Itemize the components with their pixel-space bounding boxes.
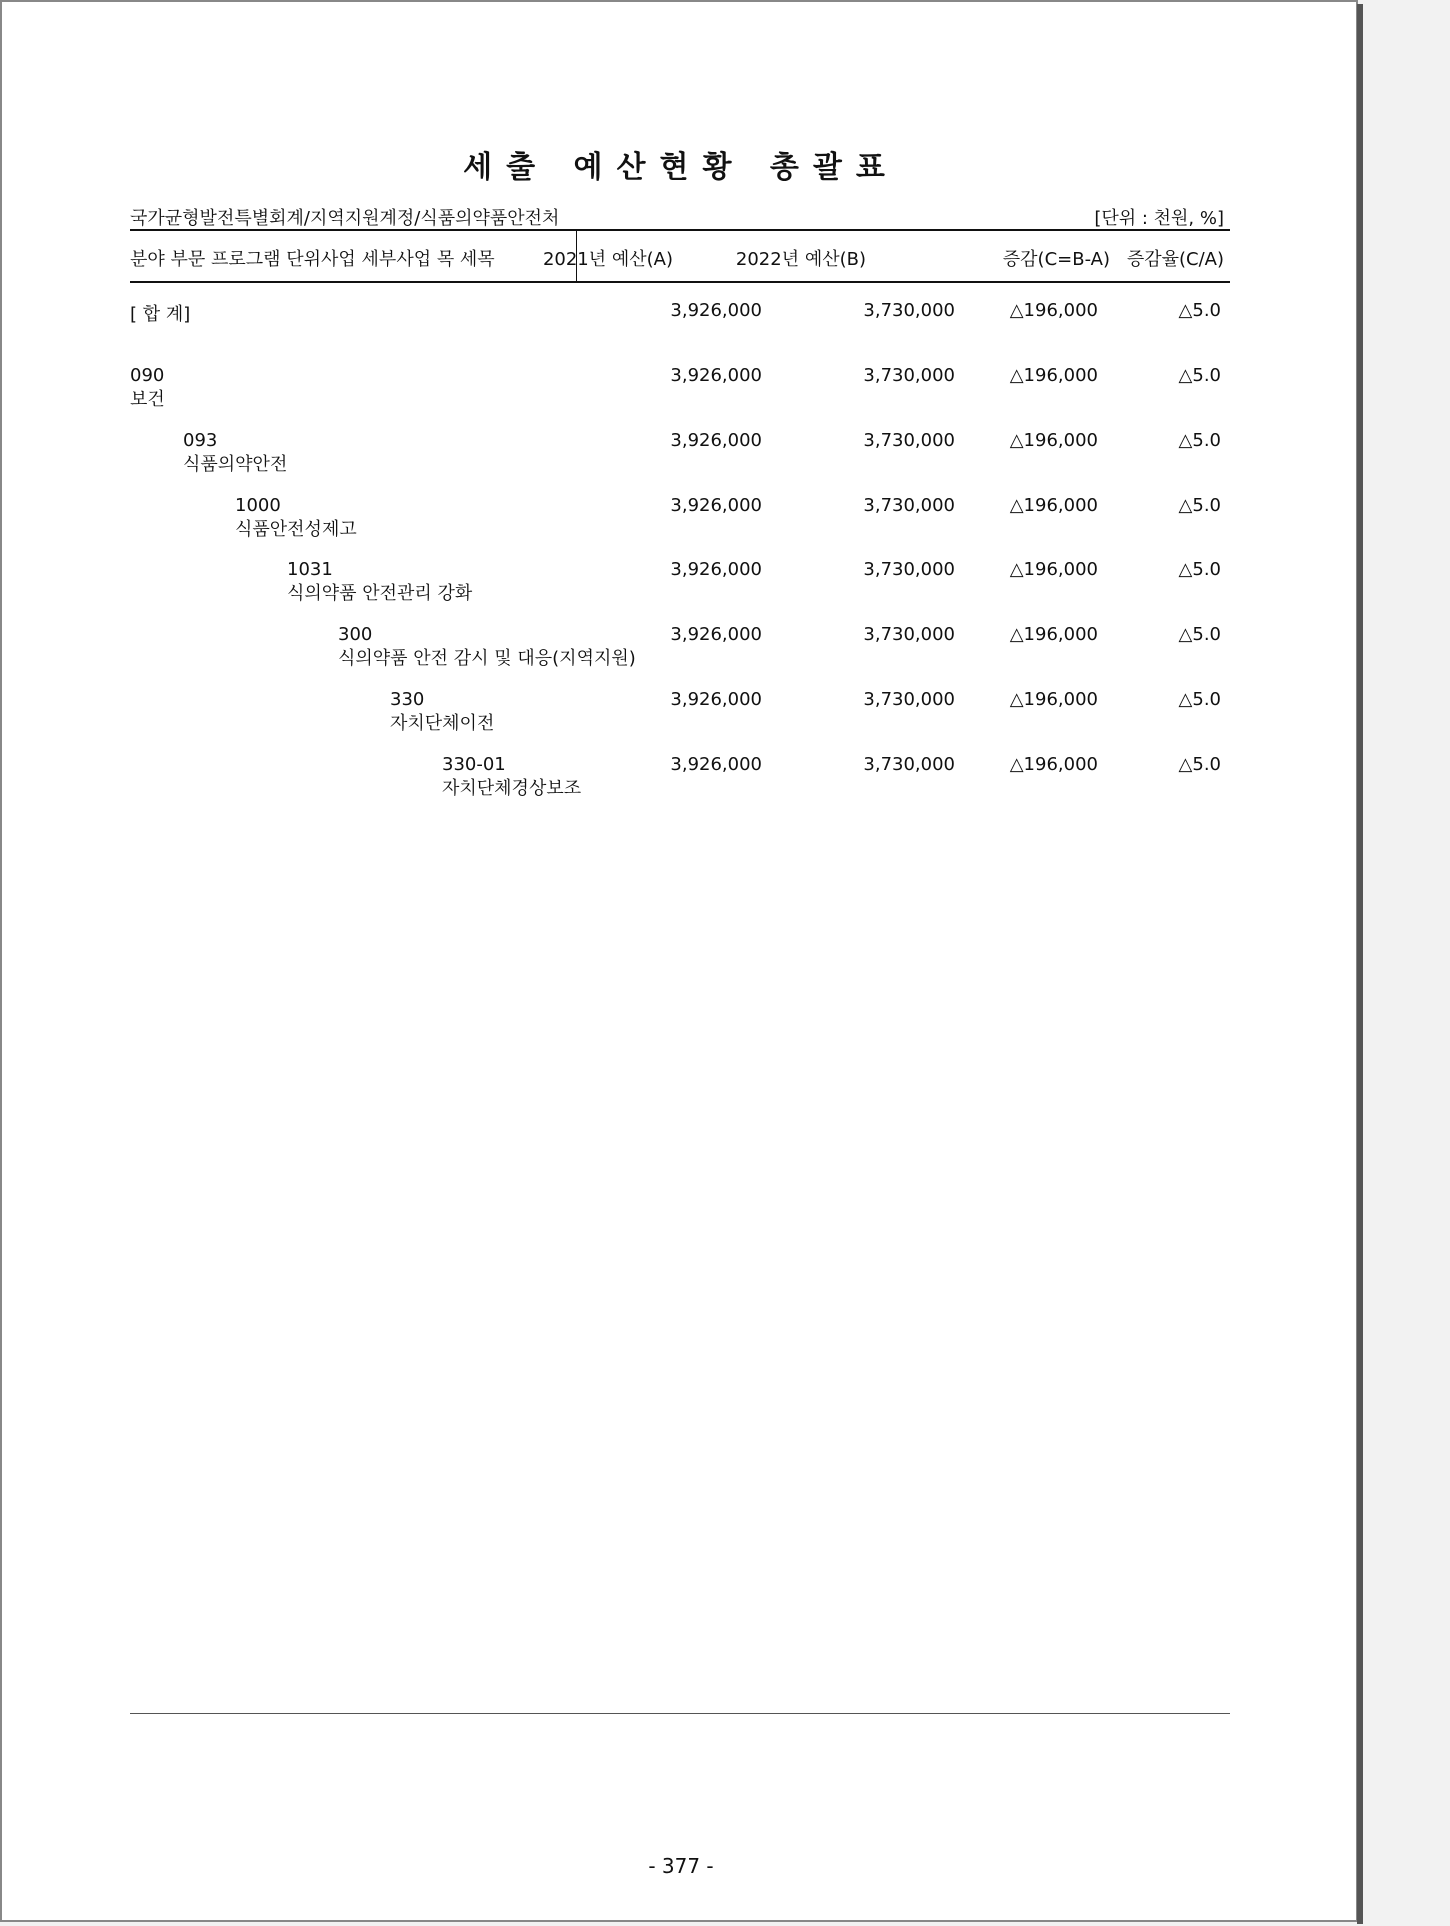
row-budget-2021: 3,926,000 [670,300,762,321]
row-change-rate: △5.0 [1178,624,1221,645]
row-code: 090 [130,365,165,386]
row-code: 300 [338,624,373,645]
row-budget-2021: 3,926,000 [670,365,762,386]
row-code: 093 [183,430,218,451]
table-row [2,689,1360,749]
row-name: 식의약품 안전관리 강화 [287,583,473,604]
header-budget-2021: 2021년 예산(A) [542,249,673,270]
header-change: 증감(C=B-A) [1002,249,1110,270]
row-budget-2022: 3,730,000 [863,754,955,775]
row-change-rate: △5.0 [1178,495,1221,516]
row-change: △196,000 [1009,689,1098,710]
row-change-rate: △5.0 [1178,754,1221,775]
header-budget-2022: 2022년 예산(B) [735,249,866,270]
table-row [2,754,1360,814]
account-path: 국가균형발전특별회계/지역지원계정/식품의약품안전처 [130,208,560,229]
row-change-rate: △5.0 [1178,365,1221,386]
row-change: △196,000 [1009,559,1098,580]
page-number: - 377 - [648,1854,714,1878]
page-title: 세출 예산현황 총괄표 [463,150,899,185]
table-row [2,624,1360,684]
row-name: 보건 [130,389,165,410]
row-code: 1000 [235,495,281,516]
row-code: 330 [390,689,425,710]
row-code: 330-01 [442,754,506,775]
page-edge-shadow [1357,4,1363,1924]
row-budget-2021: 3,926,000 [670,430,762,451]
header-change-rate: 증감율(C/A) [1126,249,1224,270]
row-budget-2021: 3,926,000 [670,754,762,775]
footer-rule [130,1713,1230,1714]
row-code: [ 합 계] [130,304,191,325]
row-change: △196,000 [1009,495,1098,516]
row-budget-2021: 3,926,000 [670,624,762,645]
table-row [2,495,1360,555]
row-change-rate: △5.0 [1178,300,1221,321]
row-budget-2021: 3,926,000 [670,559,762,580]
row-name: 식품의약안전 [183,454,288,475]
table-row-total [2,300,1360,360]
row-code: 1031 [287,559,333,580]
row-change-rate: △5.0 [1178,559,1221,580]
unit-label: [단위 : 천원, %] [1094,208,1224,229]
row-change: △196,000 [1009,300,1098,321]
row-budget-2021: 3,926,000 [670,495,762,516]
row-budget-2022: 3,730,000 [863,300,955,321]
row-name: 자치단체이전 [390,713,495,734]
table-top-rule [130,229,1230,231]
row-change: △196,000 [1009,624,1098,645]
row-change: △196,000 [1009,365,1098,386]
row-name: 식의약품 안전 감시 및 대응(지역지원) [338,648,636,669]
table-row [2,365,1360,425]
table-row [2,430,1360,490]
row-budget-2022: 3,730,000 [863,624,955,645]
row-change: △196,000 [1009,754,1098,775]
row-budget-2022: 3,730,000 [863,495,955,516]
row-change-rate: △5.0 [1178,430,1221,451]
header-category: 분야 부문 프로그램 단위사업 세부사업 목 세목 [130,249,495,270]
table-header-rule [130,281,1230,283]
row-change: △196,000 [1009,430,1098,451]
row-budget-2022: 3,730,000 [863,430,955,451]
row-name: 자치단체경상보조 [442,778,582,799]
row-budget-2022: 3,730,000 [863,689,955,710]
row-budget-2022: 3,730,000 [863,365,955,386]
row-budget-2022: 3,730,000 [863,559,955,580]
table-row [2,559,1360,619]
row-budget-2021: 3,926,000 [670,689,762,710]
row-change-rate: △5.0 [1178,689,1221,710]
row-name: 식품안전성제고 [235,519,357,540]
